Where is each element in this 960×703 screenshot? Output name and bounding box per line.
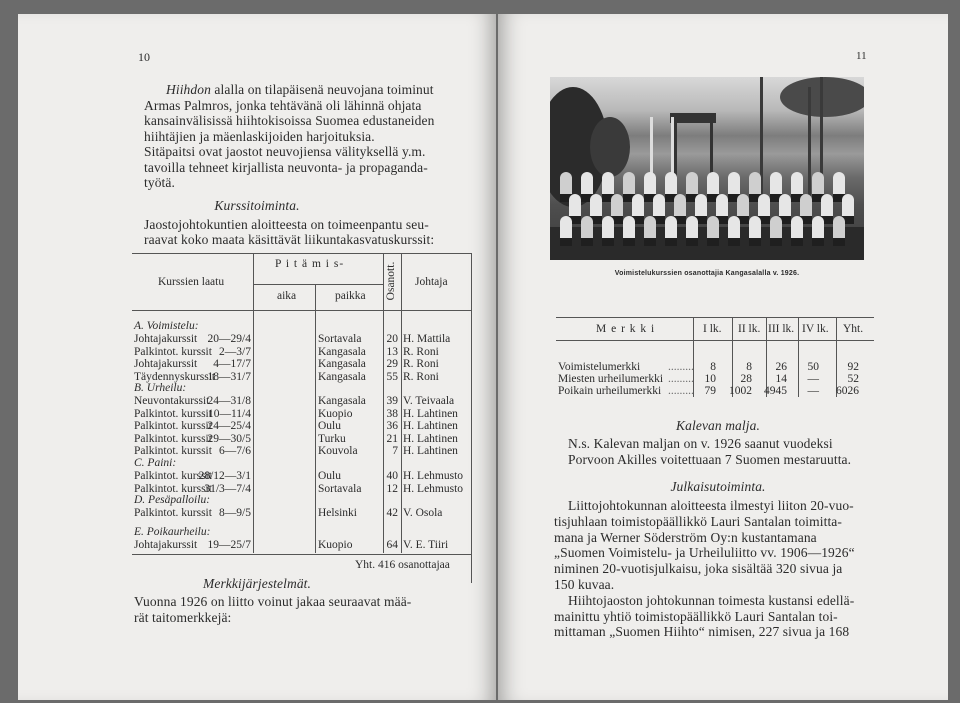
cell-paikka: Kangasala xyxy=(318,370,366,383)
cell-course: Johtajakurssit xyxy=(134,333,198,345)
table-row xyxy=(18,470,496,483)
cell-aika: 29—30/5 xyxy=(207,432,251,445)
cell-paikka: Helsinki xyxy=(318,507,357,519)
merkki-header-name: M e r k k i xyxy=(596,323,656,335)
julkaisu-line: „Suomen Voimistelu- ja Urheiluliitto vv. 1906—1926“ xyxy=(554,545,855,561)
table-row xyxy=(18,371,496,384)
merkki-lk3: 4945 xyxy=(764,385,787,397)
cell-course: Palkintot. kurssit xyxy=(134,445,212,457)
table-row xyxy=(18,346,496,359)
cell-paikka: Kouvola xyxy=(318,445,358,457)
cell-johtaja: H. Lahtinen xyxy=(403,420,458,432)
closing-line-1: Vuonna 1926 on liitto voinut jakaa seuraavat mää- xyxy=(134,594,412,609)
group-heading: C. Paini: xyxy=(134,457,177,469)
julkaisu-line: 150 kuvaa. xyxy=(554,577,615,592)
intro-text: Sitäpaitsi ovat jaostot neuvojiensa välityksellä y.m. xyxy=(144,144,426,159)
intro-text: työtä. xyxy=(144,175,175,190)
group-heading: A. Voimistelu: xyxy=(134,320,199,332)
cell-aika: 2—3/7 xyxy=(219,345,251,358)
julkaisu-line: mana ja Werner Söderström Oy:n kustantamana xyxy=(554,529,817,545)
kalevan-line-1: N.s. Kalevan maljan on v. 1926 saanut vuodeksi xyxy=(568,436,833,451)
julkaisu-line: niminen 20-vuotisjulkaisu, joka sisältää 320 sivua ja xyxy=(554,561,843,577)
cell-aika: 18—31/7 xyxy=(207,370,251,383)
merkki-lk3: 26 xyxy=(775,361,787,373)
table-row xyxy=(18,358,496,371)
intro-text: tavoilla tehneet kirjallista neuvonta- ja propaganda- xyxy=(144,159,428,175)
cell-paikka: Kuopio xyxy=(318,407,353,420)
merkki-lk4: 50 xyxy=(807,361,819,373)
merkki-row xyxy=(498,373,948,385)
table-row xyxy=(18,539,496,552)
cell-johtaja: H. Lahtinen xyxy=(403,432,458,445)
cell-johtaja: H. Mattila xyxy=(403,333,451,345)
merkki-total: 6026 xyxy=(836,385,859,397)
header-johtaja: Johtaja xyxy=(415,276,448,288)
cell-osanott: 29 xyxy=(386,358,398,370)
header-osanott: Osanott. xyxy=(385,261,397,301)
cell-paikka: Oulu xyxy=(318,470,341,482)
intro-text: Armas Palmros, jonka tehtävänä oli lähinnä ohjata xyxy=(144,97,422,113)
cell-osanott: 64 xyxy=(386,539,398,551)
merkki-row xyxy=(498,361,948,373)
cell-paikka: Oulu xyxy=(318,420,341,432)
header-course: Kurssien laatu xyxy=(158,276,225,288)
cell-aika: 10—11/4 xyxy=(207,407,251,420)
table-row xyxy=(18,420,496,433)
cell-johtaja: H. Lehmusto xyxy=(403,470,464,482)
cell-paikka: Kuopio xyxy=(318,539,353,551)
cell-course: Palkintot. kurssit xyxy=(134,407,212,420)
cell-osanott: 36 xyxy=(386,420,398,432)
cell-aika: 24—31/8 xyxy=(207,395,251,407)
merkki-lk2: 28 xyxy=(740,373,752,385)
page-number: 10 xyxy=(138,50,150,64)
cell-paikka: Kangasala xyxy=(318,345,366,358)
julkaisu-line: Liittojohtokunnan aloitteesta ilmestyi liiton 20-vuo- xyxy=(568,498,854,513)
closing-line-2: rät taitomerkkejä: xyxy=(134,610,232,625)
table-row xyxy=(18,433,496,446)
merkki-header-lk2: II lk. xyxy=(738,323,761,335)
group-heading: B. Urheilu: xyxy=(134,382,187,394)
cell-course: Palkintot. kurssit xyxy=(134,432,212,445)
cell-johtaja: R. Roni xyxy=(403,358,439,370)
julkaisu-line: mainittu yhtiö toimistopäällikkö Lauri Santalan toi- xyxy=(554,608,838,624)
cell-osanott: 40 xyxy=(386,470,398,482)
merkki-lk1: 8 xyxy=(710,361,716,373)
cell-paikka: Sortavala xyxy=(318,333,362,345)
cell-osanott: 55 xyxy=(386,370,398,383)
intro-italic: Hiihdon xyxy=(166,82,211,97)
merkki-name: Miesten urheilumerkki xyxy=(558,373,664,385)
cell-course: Palkintot. kurssit xyxy=(134,507,212,519)
merkki-lk2: 1002 xyxy=(729,385,752,397)
table-row xyxy=(18,333,496,346)
group-heading: D. Pesäpalloilu: xyxy=(134,494,211,506)
cell-johtaja: V. E. Tiiri xyxy=(403,539,449,551)
cell-aika: 24—25/4 xyxy=(207,420,251,432)
cell-osanott: 20 xyxy=(386,333,398,345)
merkki-total: 92 xyxy=(847,361,859,373)
cell-osanott: 39 xyxy=(386,395,398,407)
cell-aika: 4—17/7 xyxy=(213,358,251,370)
merkki-lk4: — xyxy=(807,373,819,385)
merkki-total: 52 xyxy=(847,373,859,385)
cell-johtaja: H. Lehmusto xyxy=(403,482,464,495)
cell-aika: 8—9/5 xyxy=(219,507,251,519)
cell-osanott: 12 xyxy=(386,482,398,495)
cell-osanott: 13 xyxy=(386,345,398,358)
merkki-header-lk4: IV lk. xyxy=(802,323,829,335)
merkki-lk2: 8 xyxy=(746,361,752,373)
section-line-1: Jaostojohtokuntien aloitteesta on toimeenpantu seu- xyxy=(144,217,429,232)
cell-course: Palkintot. kurssit xyxy=(134,470,212,482)
table-row xyxy=(18,408,496,421)
section-heading: Kurssitoiminta. xyxy=(214,198,300,213)
cell-osanott: 7 xyxy=(392,445,398,457)
group-heading: E. Poikaurheilu: xyxy=(134,526,211,538)
merkki-row xyxy=(498,385,948,397)
cell-aika: 20—29/4 xyxy=(207,333,251,345)
cell-course: Täydennyskurssit xyxy=(134,370,216,383)
merkki-lk3: 14 xyxy=(775,373,787,385)
kalevan-heading: Kalevan malja. xyxy=(676,418,760,433)
cell-paikka: Turku xyxy=(318,432,346,445)
merkki-header-lk3: III lk. xyxy=(768,323,795,335)
section-line-2: raavat koko maata käsittävät liikuntakasvatuskurssit: xyxy=(144,232,435,247)
cell-johtaja: V. Osola xyxy=(403,507,443,519)
cell-johtaja: H. Lahtinen xyxy=(403,407,458,420)
left-page xyxy=(18,14,496,700)
merkki-lk4: — xyxy=(807,385,819,397)
cell-paikka: Sortavala xyxy=(318,482,362,495)
merkki-header-lk1: I lk. xyxy=(703,323,722,335)
julkaisu-line: tisjuhlaan toimistopäällikkö Lauri Santalan toimitta- xyxy=(554,513,842,529)
leader-dots: ......... xyxy=(668,385,694,397)
julkaisu-heading: Julkaisutoiminta. xyxy=(670,479,766,494)
page-number: 11 xyxy=(856,50,867,62)
cell-aika: 28/12—3/1 xyxy=(198,470,251,482)
cell-johtaja: R. Roni xyxy=(403,345,439,358)
julkaisu-line: Hiihtojaoston johtokunnan toimesta kustansi edellä- xyxy=(568,592,855,608)
cell-johtaja: V. Teivaala xyxy=(403,395,455,407)
cell-johtaja: R. Roni xyxy=(403,370,439,383)
kalevan-line-2: Porvoon Akilles voitettuaan 7 Suomen mestaruutta. xyxy=(568,452,852,467)
table-row xyxy=(18,507,496,520)
cell-osanott: 42 xyxy=(386,507,398,519)
intro-text: alalla on tilapäisenä neuvojana toiminut xyxy=(210,82,434,97)
cell-course: Palkintot. kurssit xyxy=(134,482,212,495)
merkki-name: Voimistelumerkki xyxy=(558,361,641,373)
cell-aika: 6—7/6 xyxy=(219,445,251,457)
cell-osanott: 21 xyxy=(386,432,398,445)
merkki-lk1: 79 xyxy=(704,385,716,397)
intro-text: hiihtäjien ja mäenlaskijoiden harjoituksia. xyxy=(144,128,375,144)
cell-paikka: Kangasala xyxy=(318,358,366,370)
right-page xyxy=(498,14,948,700)
cell-course: Johtajakurssit xyxy=(134,539,198,551)
header-paikka: paikka xyxy=(335,290,366,302)
cell-osanott: 38 xyxy=(386,407,398,420)
leader-dots: ......... xyxy=(668,361,694,373)
cell-johtaja: H. Lahtinen xyxy=(403,445,458,457)
cell-aika: 19—25/7 xyxy=(207,539,251,551)
cell-aika: 31/3—7/4 xyxy=(204,482,251,495)
merkki-header-total: Yht. xyxy=(843,323,864,335)
table-total: Yht. 416 osanottajaa xyxy=(355,559,450,571)
table-row xyxy=(18,395,496,408)
leader-dots: ......... xyxy=(668,373,694,385)
merkki-heading: Merkkijärjestelmät. xyxy=(203,576,311,591)
cell-course: Johtajakurssit xyxy=(134,358,198,370)
table-row xyxy=(18,445,496,458)
cell-course: Neuvontakurssit xyxy=(134,395,210,407)
julkaisu-line: mittaman „Suomen Hiihto“ nimisen, 227 sivua ja 168 xyxy=(554,624,850,640)
merkki-name: Poikain urheilumerkki xyxy=(558,385,662,397)
cell-course: Palkintot. kurssit xyxy=(134,420,212,432)
table-row xyxy=(18,483,496,496)
intro-text: kansainvälisissä hiihtokisoissa Suomea edustaneiden xyxy=(144,113,435,128)
merkki-lk1: 10 xyxy=(704,373,716,385)
cell-course: Palkintot. kurssit xyxy=(134,345,212,358)
cell-paikka: Kangasala xyxy=(318,395,366,407)
header-pitamis: P i t ä m i s- xyxy=(275,258,345,270)
header-aika: aika xyxy=(277,290,297,302)
photo-caption: Voimistelukurssien osanottajia Kangasalalla v. 1926. xyxy=(614,270,800,277)
